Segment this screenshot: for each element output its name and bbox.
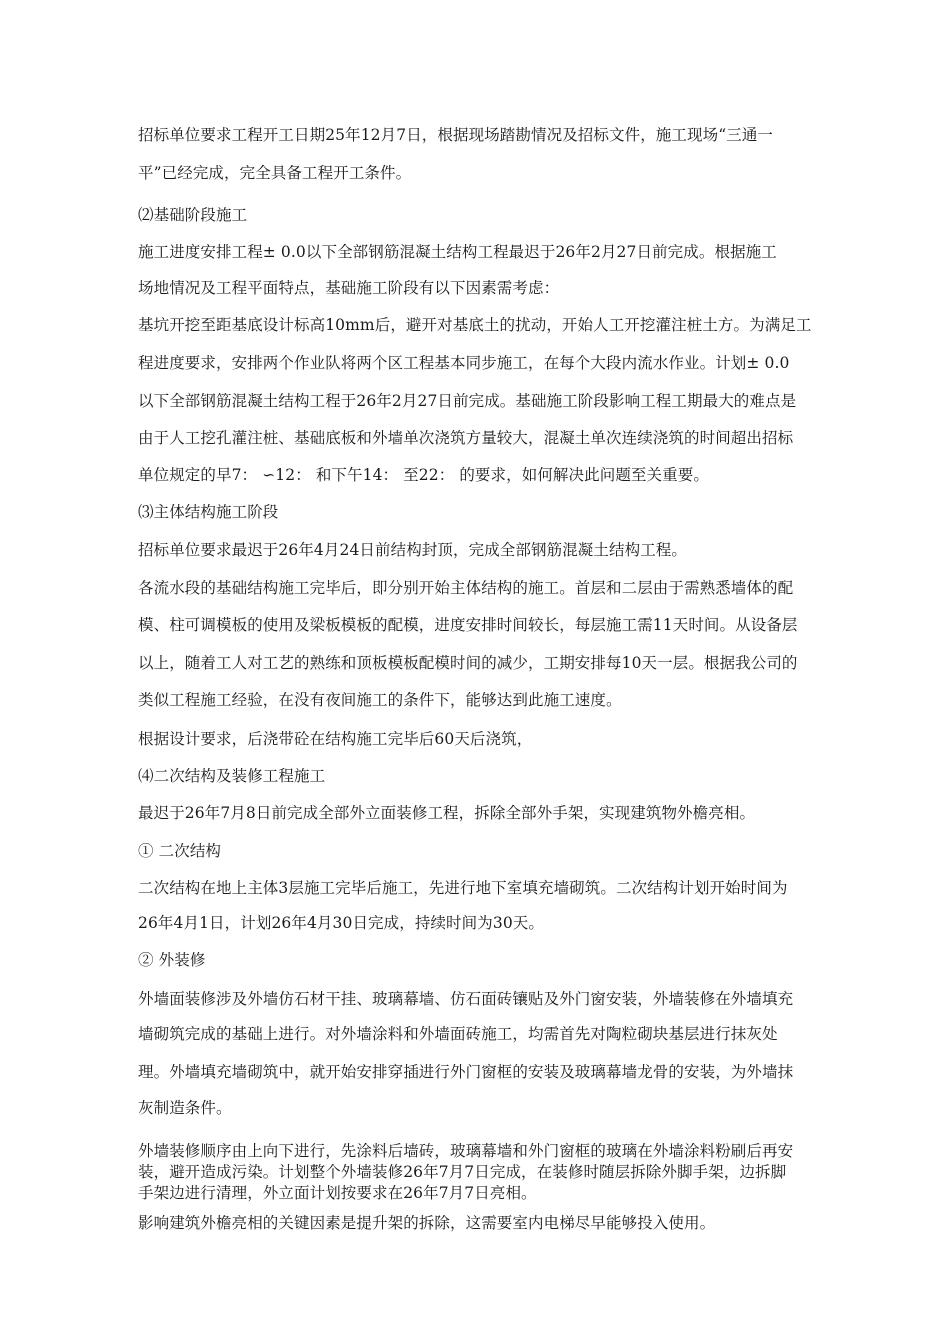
subsection-heading: ② 外装修 bbox=[138, 951, 206, 969]
paragraph-line: 26年4月1日，计划26年4月30日完成，持续时间为30天。 bbox=[138, 914, 544, 932]
paragraph-line: 施工进度安排工程± 0.0以下全部钢筋混凝土结构工程最迟于26年2月27日前完成。根据施工 bbox=[138, 243, 777, 261]
paragraph-line: 以上，随着工人对工艺的熟练和顶板模板配模时间的减少，工期安排每10天一层。根据我公司的 bbox=[138, 654, 798, 672]
paragraph-line: 场地情况及工程平面特点，基础施工阶段有以下因素需考虑： bbox=[138, 279, 560, 297]
paragraph-line: 程进度要求，安排两个作业队将两个区工程基本同步施工，在每个大段内流水作业。计划± 0.0 bbox=[138, 354, 790, 372]
section-heading: ⑵基础阶段施工 bbox=[138, 206, 248, 224]
paragraph-line: 外墙面装修涉及外墙仿石材干挂、玻璃幕墙、仿石面砖镶贴及外门窗安装，外墙装修在外墙填充 bbox=[138, 990, 794, 1008]
paragraph-line: 最迟于26年7月8日前完成全部外立面装修工程，拆除全部外手架，实现建筑物外檐亮相。 bbox=[138, 804, 756, 822]
paragraph-line: 根据设计要求，后浇带砼在结构施工完毕后60天后浇筑， bbox=[138, 730, 533, 748]
section-heading: ⑶主体结构施工阶段 bbox=[138, 503, 279, 521]
paragraph-line: 灰制造条件。 bbox=[138, 1099, 232, 1117]
paragraph-line: 类似工程施工经验，在没有夜间施工的条件下，能够达到此施工速度。 bbox=[138, 691, 622, 709]
paragraph-line: 模、柱可调模板的使用及梁板模板的配模，进度安排时间较长，每层施工需11天时间。从设备层 bbox=[138, 616, 798, 634]
paragraph-line: 外墙装修顺序由上向下进行，先涂料后墙砖，玻璃幕墙和外门窗框的玻璃在外墙涂料粉刷后再安 bbox=[138, 1142, 794, 1160]
paragraph-line: 影响建筑外檐亮相的关键因素是提升架的拆除，这需要室内电梯尽早能够投入使用。 bbox=[138, 1214, 716, 1232]
paragraph-line: 招标单位要求工程开工日期25年12月7日，根据现场踏勘情况及招标文件，施工现场“三通一 bbox=[138, 126, 774, 144]
paragraph-line: 招标单位要求最迟于26年4月24日前结构封顶，完成全部钢筋混凝土结构工程。 bbox=[138, 541, 688, 559]
paragraph-line: 单位规定的早7： ∽12： 和下午14： 至22： 的要求，如何解决此问题至关重要。 bbox=[138, 466, 709, 484]
section-heading: ⑷二次结构及装修工程施工 bbox=[138, 767, 326, 785]
paragraph-line: 平”已经完成，完全具备工程开工条件。 bbox=[138, 164, 412, 182]
subsection-heading: ① 二次结构 bbox=[138, 842, 222, 860]
paragraph-line: 墙砌筑完成的基础上进行。对外墙涂料和外墙面砖施工，均需首先对陶粒砌块基层进行抹灰处 bbox=[138, 1025, 778, 1043]
paragraph-line: 各流水段的基础结构施工完毕后，即分别开始主体结构的施工。首层和二层由于需熟悉墙体的配 bbox=[138, 579, 794, 597]
paragraph-line: 手架边进行清理，外立面计划按要求在26年7月7日亮相。 bbox=[138, 1184, 537, 1202]
paragraph-line: 装，避开造成污染。计划整个外墙装修26年7月7日完成，在装修时随层拆除外脚手架，边拆脚 bbox=[138, 1163, 787, 1181]
paragraph-line: 基坑开挖至距基底设计标高10mm后，避开对基底土的扰动，开始人工开挖灌注桩土方。为满足工 bbox=[138, 316, 812, 334]
paragraph-line: 以下全部钢筋混凝土结构工程于26年2月27日前完成。基础施工阶段影响工程工期最大的难点是 bbox=[138, 392, 797, 410]
paragraph-line: 二次结构在地上主体3层施工完毕后施工，先进行地下室填充墙砌筑。二次结构计划开始时间为 bbox=[138, 879, 788, 897]
paragraph-line: 由于人工挖孔灌注桩、基础底板和外墙单次浇筑方量较大，混凝土单次连续浇筑的时间超出招标 bbox=[138, 429, 794, 447]
paragraph-line: 理。外墙填充墙砌筑中，就开始安排穿插进行外门窗框的安装及玻璃幕墙龙骨的安装，为外墙抹 bbox=[138, 1063, 794, 1081]
